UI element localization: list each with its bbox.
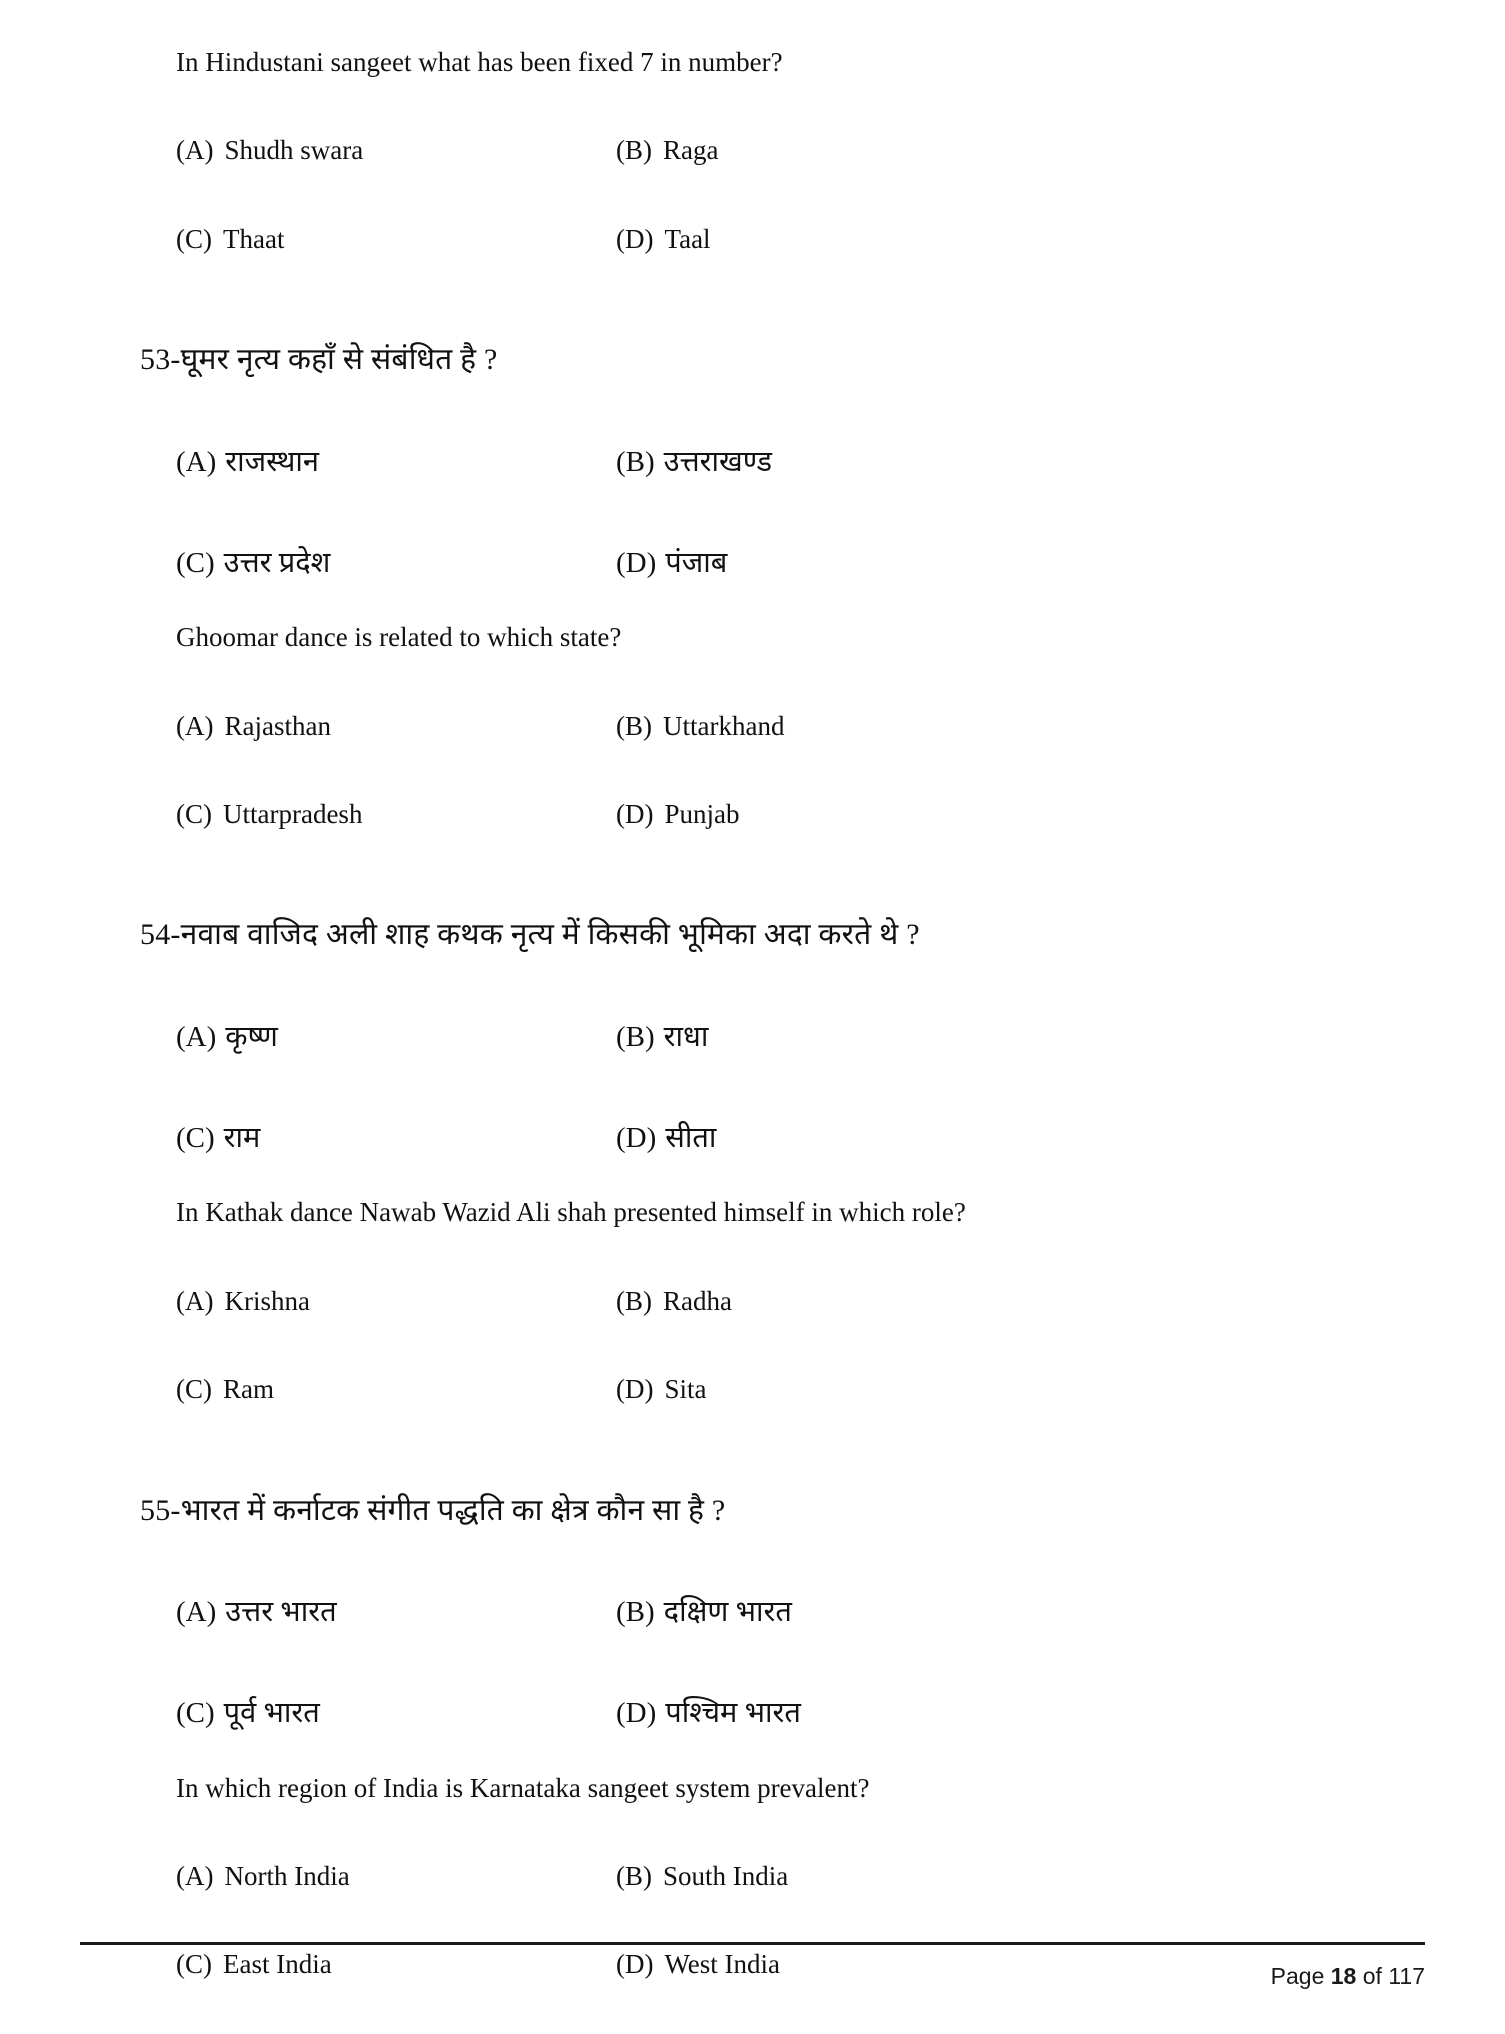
option-tag-c: (C): [176, 546, 215, 579]
question-54-hindi-option-d[interactable]: [616, 1120, 1385, 1156]
question-53-hindi-option-c[interactable]: [176, 545, 616, 581]
question-53-hindi-option-a[interactable]: [176, 444, 616, 480]
option-label-c: Thaat: [223, 223, 285, 254]
option-label-a: राजस्थान: [225, 445, 319, 478]
option-tag-a: (A): [176, 1020, 217, 1053]
option-label-a: Rajasthan: [224, 710, 331, 741]
question-block-53: [140, 341, 1385, 830]
question-54-option-d[interactable]: [616, 1373, 1385, 1405]
question-55-hindi-options-row-ab: [140, 1594, 1385, 1630]
option-label-c: उत्तर प्रदेश: [223, 546, 331, 579]
question-55-hindi-option-d[interactable]: [616, 1695, 1385, 1731]
option-label-a: North India: [224, 1860, 350, 1891]
question-53-hindi-option-b[interactable]: [616, 444, 1385, 480]
question-53-hindi-options-row-cd: [140, 545, 1385, 581]
question-55-hindi-text: 55-भारत में कर्नाटक संगीत पद्धति का क्षेत्र कौन सा है ?: [140, 1493, 726, 1527]
option-tag-b: (B): [616, 1860, 652, 1891]
question-54-hindi-options-row-cd: [140, 1120, 1385, 1156]
option-label-d: Taal: [664, 223, 711, 254]
question-54-option-b[interactable]: [616, 1285, 1385, 1317]
question-53-option-d[interactable]: [616, 798, 1385, 830]
question-52-option-b[interactable]: [616, 134, 1385, 166]
option-label-c: Ram: [223, 1374, 274, 1405]
option-tag-d: (D): [616, 1697, 657, 1730]
question-52-option-a[interactable]: [176, 134, 616, 166]
question-53-english-text: Ghoomar dance is related to which state?: [176, 622, 622, 653]
question-53-hindi-options-row-ab: [140, 444, 1385, 480]
question-52-english-options-row-cd: [140, 223, 1385, 255]
option-tag-c: (C): [176, 1122, 215, 1155]
footer-page-mid: of: [1362, 1963, 1382, 1989]
option-tag-d: (D): [616, 1122, 657, 1155]
option-tag-a: (A): [176, 1285, 214, 1316]
option-label-b: Uttarkhand: [663, 710, 785, 741]
option-label-c: East India: [223, 1949, 332, 1980]
footer-divider: [80, 1942, 1425, 1945]
option-tag-b: (B): [616, 1285, 652, 1316]
option-tag-d: (D): [616, 1949, 654, 1980]
option-label-a: कृष्ण: [225, 1020, 278, 1053]
question-55-hindi-option-b[interactable]: [616, 1594, 1385, 1630]
question-54-option-c[interactable]: [176, 1373, 616, 1405]
option-tag-c: (C): [176, 1697, 215, 1730]
question-53-hindi-option-d[interactable]: [616, 545, 1385, 581]
question-block-52: [140, 46, 1385, 255]
question-55-hindi-options-row-cd: [140, 1695, 1385, 1731]
option-label-b: राधा: [663, 1020, 709, 1053]
question-52-english-options-row-ab: [140, 134, 1385, 166]
option-label-b: दक्षिण भारत: [663, 1596, 792, 1629]
page-number-label: [80, 1963, 1425, 1990]
option-tag-a: (A): [176, 1860, 214, 1891]
question-54-hindi-option-a[interactable]: [176, 1019, 616, 1055]
question-55-option-a[interactable]: [176, 1860, 616, 1892]
question-54-hindi-option-b[interactable]: [616, 1019, 1385, 1055]
question-54-hindi-option-c[interactable]: [176, 1120, 616, 1156]
option-tag-d: (D): [616, 546, 657, 579]
question-54-english-options-row-cd: [140, 1373, 1385, 1405]
option-tag-c: (C): [176, 1374, 212, 1405]
footer-page-prefix: Page: [1270, 1963, 1325, 1989]
question-54-hindi-options-row-ab: [140, 1019, 1385, 1055]
question-54-english-text: In Kathak dance Nawab Wazid Ali shah presented himself in which role?: [176, 1197, 966, 1228]
question-54-option-a[interactable]: [176, 1285, 616, 1317]
option-tag-b: (B): [616, 1020, 655, 1053]
footer-page-total: 117: [1388, 1963, 1425, 1989]
option-label-a: Krishna: [224, 1285, 310, 1316]
option-label-d: West India: [664, 1949, 781, 1980]
option-tag-b: (B): [616, 1596, 655, 1629]
question-53-option-a[interactable]: [176, 710, 616, 742]
page-footer: [80, 1942, 1425, 1990]
question-55-english-text: In which region of India is Karnataka sangeet system prevalent?: [176, 1772, 870, 1803]
question-55-hindi-option-c[interactable]: [176, 1695, 616, 1731]
option-label-c: Uttarpradesh: [223, 798, 363, 829]
question-53-english-options-row-ab: [140, 710, 1385, 742]
option-tag-b: (B): [616, 445, 655, 478]
option-label-d: पश्चिम भारत: [665, 1697, 801, 1730]
option-label-b: South India: [663, 1860, 789, 1891]
option-label-c: राम: [223, 1122, 261, 1155]
option-label-d: पंजाब: [665, 546, 728, 579]
option-tag-d: (D): [616, 1374, 654, 1405]
option-tag-b: (B): [616, 710, 652, 741]
question-52-english-text: In Hindustani sangeet what has been fixed 7 in number?: [176, 47, 783, 77]
option-label-d: सीता: [665, 1122, 717, 1155]
option-tag-a: (A): [176, 710, 214, 741]
option-tag-a: (A): [176, 445, 217, 478]
option-tag-c: (C): [176, 798, 212, 829]
option-tag-c: (C): [176, 223, 212, 254]
question-block-54: [140, 916, 1385, 1405]
question-53-option-c[interactable]: [176, 798, 616, 830]
option-label-a: Shudh swara: [224, 135, 364, 166]
question-55-option-b[interactable]: [616, 1860, 1385, 1892]
question-54-english-options-row-ab: [140, 1285, 1385, 1317]
option-label-b: Raga: [663, 135, 719, 166]
question-54-hindi-text: 54-नवाब वाजिद अली शाह कथक नृत्य में किसकी भूमिका अदा करते थे ?: [140, 918, 920, 952]
question-55-hindi-option-a[interactable]: [176, 1594, 616, 1630]
option-tag-d: (D): [616, 223, 654, 254]
question-52-option-c[interactable]: [176, 223, 616, 255]
question-52-option-d[interactable]: [616, 223, 1385, 255]
option-label-a: उत्तर भारत: [225, 1596, 337, 1629]
footer-page-number: 18: [1330, 1963, 1357, 1989]
option-tag-a: (A): [176, 1596, 217, 1629]
option-tag-b: (B): [616, 135, 652, 166]
question-block-55: [140, 1492, 1385, 1981]
option-tag-a: (A): [176, 135, 214, 166]
option-label-b: Radha: [663, 1285, 732, 1316]
option-label-d: Punjab: [664, 798, 740, 829]
option-tag-c: (C): [176, 1949, 212, 1980]
question-53-hindi-text: 53-घूमर नृत्य कहाँ से संबंधित है ?: [140, 343, 498, 377]
question-53-english-options-row-cd: [140, 798, 1385, 830]
option-tag-d: (D): [616, 798, 654, 829]
question-55-english-options-row-ab: [140, 1860, 1385, 1892]
option-label-d: Sita: [664, 1374, 707, 1405]
option-label-c: पूर्व भारत: [223, 1697, 320, 1730]
option-label-b: उत्तराखण्ड: [663, 445, 772, 478]
question-53-option-b[interactable]: [616, 710, 1385, 742]
